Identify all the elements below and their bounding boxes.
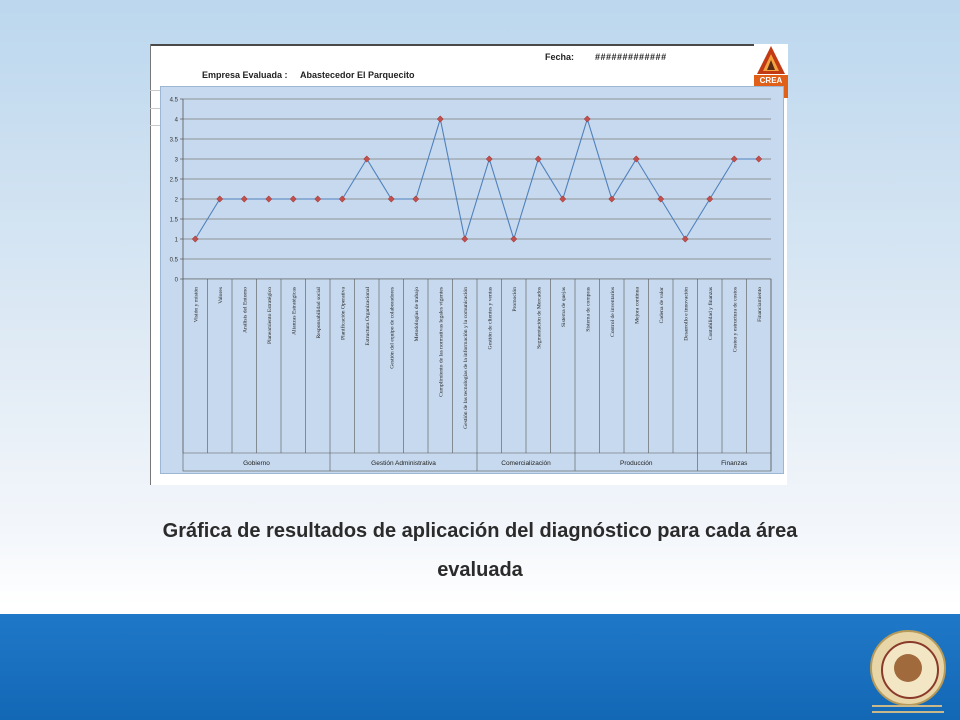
seal-caption-line xyxy=(872,705,942,707)
y-tick-label: 0.5 xyxy=(169,257,178,264)
x-tick-label: Gestión de las tecnologías de la información y la comunicación xyxy=(462,287,469,429)
x-tick-label: Metodologías de trabajo xyxy=(413,287,420,342)
fecha-label: Fecha: xyxy=(545,52,575,62)
logo-mark-icon xyxy=(754,44,788,75)
chart-area xyxy=(160,86,784,474)
x-tick-label: Costeo y estructura de costos xyxy=(732,287,739,353)
footer-fill xyxy=(0,614,960,720)
x-tick-label: Responsabilidad social xyxy=(315,287,322,339)
x-tick-label: Alianzas Estratégicas xyxy=(291,287,298,335)
x-tick-label: Visión y misión xyxy=(193,287,200,323)
y-tick-label: 2.5 xyxy=(169,177,178,184)
group-label: Comercialización xyxy=(501,460,551,467)
group-label: Gobierno xyxy=(243,460,270,467)
x-tick-label: Planeamiento Estratégico xyxy=(266,287,273,345)
x-tick-label: Segmentación de Mercados xyxy=(536,287,543,349)
x-tick-label: Análisis del Entorno xyxy=(242,287,249,333)
seal-caption xyxy=(868,703,948,717)
fecha-value: ############# xyxy=(595,52,667,62)
x-tick-label: Planificación Operativa xyxy=(340,287,347,340)
chamber-seal-icon xyxy=(870,630,946,706)
y-tick-label: 2 xyxy=(174,197,178,204)
x-tick-label: Sistema de compras xyxy=(585,287,592,332)
logo-text-crea: CREA xyxy=(759,76,783,85)
x-tick-label: Cumplimiento de las normativas legales vigentes xyxy=(438,287,445,397)
x-tick-label: Sistema de quejas xyxy=(560,287,567,328)
sheet-left-border xyxy=(150,44,151,485)
x-tick-label: Promoción xyxy=(511,287,518,312)
y-tick-label: 4.5 xyxy=(169,97,178,104)
diagnostic-line-chart xyxy=(161,87,783,473)
footer-band xyxy=(0,608,960,720)
y-tick-label: 3.5 xyxy=(169,137,178,144)
y-tick-label: 1 xyxy=(174,237,178,244)
x-tick-label: Valores xyxy=(217,287,224,304)
group-label: Producción xyxy=(619,460,653,467)
seal-emblem xyxy=(894,654,922,682)
y-tick-label: 3 xyxy=(174,157,178,164)
x-tick-label: Desarrollo e innovación xyxy=(683,287,690,341)
y-tick-label: 1.5 xyxy=(169,217,178,224)
x-tick-label: Contabilidad y finanzas xyxy=(707,287,714,341)
x-tick-label: Gestión de clientes y ventas xyxy=(487,287,494,350)
x-tick-label: Estructura Organizacional xyxy=(364,287,371,346)
empresa-value: Abastecedor El Parquecito xyxy=(300,70,415,80)
y-tick-label: 4 xyxy=(174,117,178,124)
x-tick-label: Control de inventarios xyxy=(609,287,616,338)
x-tick-label: Mejora continua xyxy=(634,287,641,324)
slide-caption: Gráfica de resultados de aplicación del diagnóstico para cada área evaluada xyxy=(162,520,798,581)
y-tick-label: 0 xyxy=(174,277,178,284)
sheet-top-border xyxy=(150,44,754,46)
seal-caption-line xyxy=(872,711,944,713)
group-label: Gestión Administrativa xyxy=(371,460,436,467)
empresa-label: Empresa Evaluada : xyxy=(202,70,288,80)
x-tick-label: Financiamiento xyxy=(756,287,763,322)
plot-area xyxy=(183,99,771,279)
x-tick-label: Cadena de valor xyxy=(658,287,665,324)
x-tick-label: Gestión del equipo de colaboradores xyxy=(389,287,396,369)
group-label: Finanzas xyxy=(721,460,748,467)
